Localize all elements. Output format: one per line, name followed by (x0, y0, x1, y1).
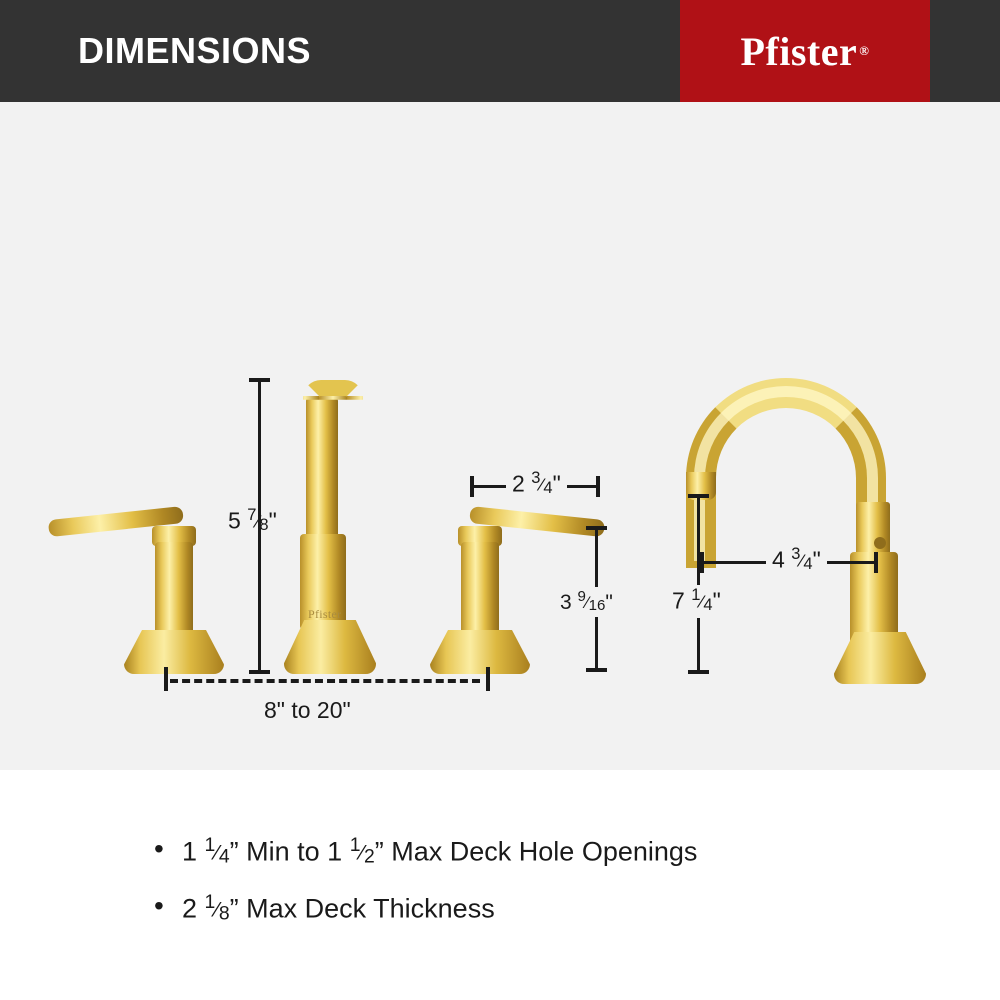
side-spout-arc-highlight (694, 386, 878, 561)
right-escutcheon (430, 630, 530, 674)
side-spout-column (856, 502, 890, 558)
diagram-stage (0, 102, 1000, 770)
handle-height-label: 3 $^9⁄_{16}$" (556, 587, 617, 617)
brand-registered-mark: ® (859, 43, 870, 58)
notes-section (0, 770, 1000, 1000)
right-handle-stem (461, 542, 499, 634)
spout-height-cap-top (249, 378, 270, 382)
spread-dashed-line (170, 679, 480, 683)
handle-length-cap-right (596, 476, 600, 497)
spread-cap-left (164, 667, 168, 691)
left-escutcheon (124, 630, 224, 674)
spout-reach-cap-right (874, 552, 878, 573)
spout-reach-label: 4 $^3⁄_4$" (766, 546, 827, 575)
spread-cap-right (486, 667, 490, 691)
side-spout-set-screw (874, 537, 886, 549)
notes-list (150, 835, 697, 948)
side-spout-escutcheon (834, 632, 926, 684)
handle-height-cap-top (586, 526, 607, 530)
product-brand-mark: Pfister (308, 607, 342, 621)
spout-reach-cap-left (700, 552, 704, 573)
note-item-deck-thickness: • 2 $^1⁄_8$” Max Deck Thickness (150, 892, 697, 927)
overall-height-cap-top (688, 494, 709, 498)
header-bar (0, 0, 1000, 102)
overall-height-label: 7 $^1⁄_4$" (668, 585, 725, 618)
overall-height-cap-bottom (688, 670, 709, 674)
page-title: DIMENSIONS (78, 30, 312, 71)
note-item-deck-hole: • 1 $^1⁄_4$” Min to 1 $^1⁄_2$” Max Deck Hole Openings (150, 835, 697, 870)
overall-height-line (697, 494, 700, 674)
left-handle-stem (155, 542, 193, 634)
spout-escutcheon (284, 620, 376, 674)
brand-name: Pfister (740, 28, 858, 74)
handle-length-label: 2 $^3⁄_4$" (506, 470, 567, 499)
spout-height-cap-bottom (249, 670, 270, 674)
handle-length-cap-left (470, 476, 474, 497)
brand-block (680, 0, 930, 102)
spout-tube (306, 397, 338, 547)
spread-label: 8" to 20" (264, 697, 351, 723)
handle-height-cap-bottom (586, 668, 607, 672)
spout-height-label: 5 $^7⁄_8$" (228, 506, 277, 534)
brand-logo (680, 0, 930, 102)
